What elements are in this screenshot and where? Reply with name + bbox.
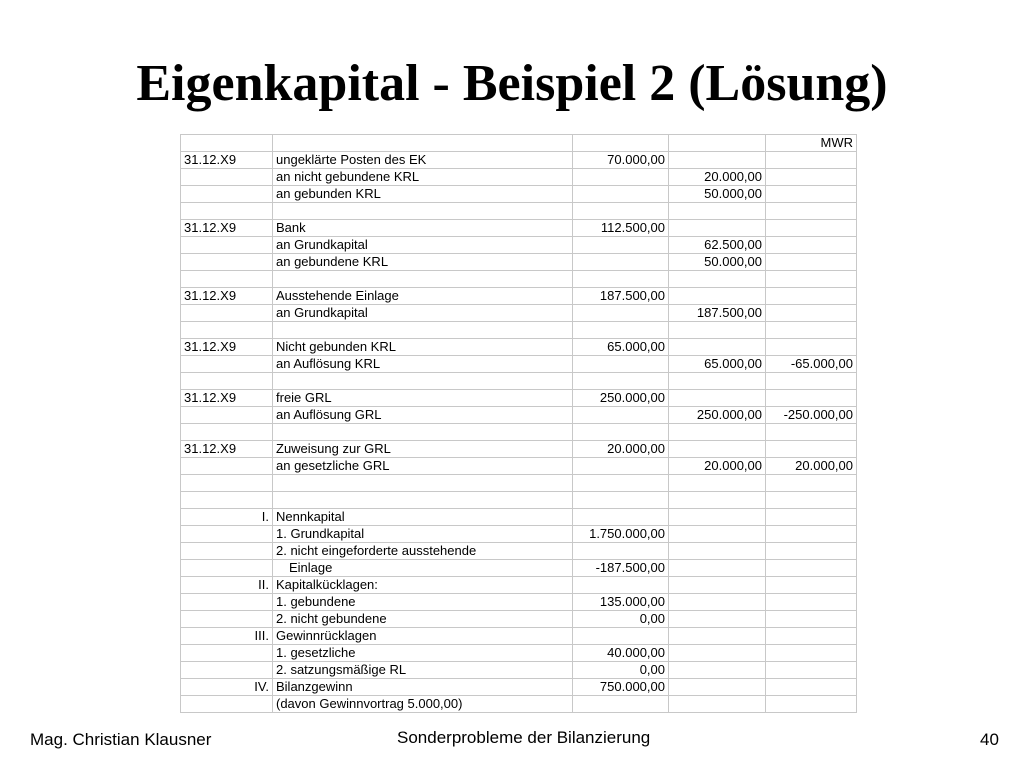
- table-cell: Gewinnrücklagen: [273, 628, 573, 645]
- table-cell: 2. satzungsmäßige RL: [273, 662, 573, 679]
- table-cell: [573, 254, 669, 271]
- table-cell: [766, 322, 857, 339]
- table-cell: [669, 645, 766, 662]
- table-cell: [766, 186, 857, 203]
- table-row: [181, 390, 857, 407]
- table-row: [181, 628, 857, 645]
- table-cell: [273, 424, 573, 441]
- table-cell: [766, 492, 857, 509]
- table-cell: [181, 594, 273, 611]
- table-row: [181, 271, 857, 288]
- table-cell: [669, 492, 766, 509]
- table-cell: [669, 390, 766, 407]
- footer-author: Mag. Christian Klausner: [30, 730, 212, 749]
- table-cell: 70.000,00: [573, 152, 669, 169]
- table-cell: 31.12.X9: [181, 220, 273, 237]
- table-cell: Zuweisung zur GRL: [273, 441, 573, 458]
- table-row: [181, 492, 857, 509]
- table-row: [181, 254, 857, 271]
- table-cell: [273, 322, 573, 339]
- table-cell: 31.12.X9: [181, 288, 273, 305]
- table-cell: Bank: [273, 220, 573, 237]
- table-cell: [573, 543, 669, 560]
- table-cell: [766, 611, 857, 628]
- table-cell: [181, 305, 273, 322]
- table-cell: [273, 492, 573, 509]
- table-cell: [273, 475, 573, 492]
- table-cell: an gesetzliche GRL: [273, 458, 573, 475]
- table-cell: [181, 169, 273, 186]
- table-cell: an nicht gebundene KRL: [273, 169, 573, 186]
- table-cell: [669, 373, 766, 390]
- table-row: [181, 475, 857, 492]
- table-row: [181, 288, 857, 305]
- table-row: [181, 135, 857, 152]
- table-cell: 20.000,00: [573, 441, 669, 458]
- table-cell: an gebundene KRL: [273, 254, 573, 271]
- table-cell: [573, 475, 669, 492]
- table-cell: [766, 203, 857, 220]
- table-cell: [669, 594, 766, 611]
- table-row: [181, 560, 857, 577]
- table-cell: [181, 458, 273, 475]
- table-cell: I.: [181, 509, 273, 526]
- table-cell: Nicht gebunden KRL: [273, 339, 573, 356]
- table-cell: [766, 645, 857, 662]
- table-cell: 1.750.000,00: [573, 526, 669, 543]
- table-cell: III.: [181, 628, 273, 645]
- table-row: [181, 577, 857, 594]
- table-cell: [669, 628, 766, 645]
- table-cell: [669, 611, 766, 628]
- spreadsheet-table: [180, 134, 857, 713]
- table-cell: [181, 662, 273, 679]
- table-cell: 2. nicht gebundene: [273, 611, 573, 628]
- table-row: [181, 594, 857, 611]
- table-cell: [573, 305, 669, 322]
- table-cell: 65.000,00: [669, 356, 766, 373]
- table-cell: [573, 492, 669, 509]
- table-cell: 20.000,00: [766, 458, 857, 475]
- table-row: [181, 220, 857, 237]
- table-row: [181, 458, 857, 475]
- table-cell: [766, 373, 857, 390]
- table-row: [181, 543, 857, 560]
- table-cell: [573, 696, 669, 713]
- table-cell: [573, 577, 669, 594]
- table-cell: [669, 679, 766, 696]
- table-cell: [273, 203, 573, 220]
- table-cell: -65.000,00: [766, 356, 857, 373]
- table-row: [181, 407, 857, 424]
- table-cell: 31.12.X9: [181, 390, 273, 407]
- table-cell: [766, 237, 857, 254]
- table-cell: [766, 390, 857, 407]
- table-cell: [573, 407, 669, 424]
- table-cell: [669, 662, 766, 679]
- table-cell: [766, 254, 857, 271]
- table-cell: [669, 509, 766, 526]
- table-cell: [573, 509, 669, 526]
- table-row: [181, 679, 857, 696]
- table-row: [181, 186, 857, 203]
- table-cell: [669, 152, 766, 169]
- table-cell: [181, 271, 273, 288]
- table-row: [181, 526, 857, 543]
- table-cell: [573, 271, 669, 288]
- table-cell: 65.000,00: [573, 339, 669, 356]
- table-cell: 187.500,00: [573, 288, 669, 305]
- table-cell: 250.000,00: [573, 390, 669, 407]
- table-cell: [766, 662, 857, 679]
- footer-topic: Sonderprobleme der Bilanzierung: [397, 728, 651, 747]
- table-cell: Ausstehende Einlage: [273, 288, 573, 305]
- table-cell: an Grundkapital: [273, 237, 573, 254]
- table-cell: [669, 135, 766, 152]
- table-cell: 62.500,00: [669, 237, 766, 254]
- table-cell: 20.000,00: [669, 458, 766, 475]
- table-row: [181, 356, 857, 373]
- table-cell: [669, 271, 766, 288]
- table-cell: [181, 560, 273, 577]
- table-cell: [669, 475, 766, 492]
- table-cell: 187.500,00: [669, 305, 766, 322]
- table-cell: 112.500,00: [573, 220, 669, 237]
- table-cell: 50.000,00: [669, 186, 766, 203]
- table-cell: [766, 679, 857, 696]
- table-cell: [181, 492, 273, 509]
- table-cell: 0,00: [573, 662, 669, 679]
- table-cell: 1. gebundene: [273, 594, 573, 611]
- table-cell: [181, 322, 273, 339]
- table-cell: [181, 186, 273, 203]
- table-cell: [766, 271, 857, 288]
- table-cell: [573, 628, 669, 645]
- table-cell: [669, 441, 766, 458]
- table-cell: [766, 288, 857, 305]
- table-cell: [181, 203, 273, 220]
- table-cell: [573, 169, 669, 186]
- table-cell: 1. Grundkapital: [273, 526, 573, 543]
- table-cell: [573, 237, 669, 254]
- table-cell: [766, 424, 857, 441]
- table-row: [181, 424, 857, 441]
- table-cell: [766, 594, 857, 611]
- slide-title: Eigenkapital - Beispiel 2 (Lösung): [136, 55, 888, 112]
- table-row: [181, 322, 857, 339]
- table-cell: [669, 203, 766, 220]
- table-cell: [669, 220, 766, 237]
- table-cell: [669, 696, 766, 713]
- table-cell: [669, 543, 766, 560]
- spreadsheet-body: [181, 135, 857, 713]
- table-cell: [766, 577, 857, 594]
- table-cell: [766, 526, 857, 543]
- table-cell: 31.12.X9: [181, 441, 273, 458]
- page-number: 40: [980, 730, 999, 749]
- table-row: [181, 662, 857, 679]
- table-cell: 0,00: [573, 611, 669, 628]
- table-cell: [766, 696, 857, 713]
- table-row: [181, 169, 857, 186]
- table-cell: [181, 543, 273, 560]
- table-cell: [573, 458, 669, 475]
- table-cell: an Auflösung KRL: [273, 356, 573, 373]
- table-cell: ungeklärte Posten des EK: [273, 152, 573, 169]
- table-cell: [181, 475, 273, 492]
- table-cell: [669, 577, 766, 594]
- table-cell: [181, 237, 273, 254]
- table-cell: an gebunden KRL: [273, 186, 573, 203]
- table-cell: [669, 322, 766, 339]
- table-cell: [273, 135, 573, 152]
- table-row: [181, 611, 857, 628]
- table-cell: [573, 135, 669, 152]
- table-cell: II.: [181, 577, 273, 594]
- table-cell: 50.000,00: [669, 254, 766, 271]
- table-cell: [766, 169, 857, 186]
- table-cell: Nennkapital: [273, 509, 573, 526]
- table-cell: 20.000,00: [669, 169, 766, 186]
- table-cell: [181, 424, 273, 441]
- table-cell: 2. nicht eingeforderte ausstehende: [273, 543, 573, 560]
- table-cell: 135.000,00: [573, 594, 669, 611]
- table-cell: [573, 186, 669, 203]
- table-cell: [181, 135, 273, 152]
- table-cell: [181, 407, 273, 424]
- table-row: [181, 203, 857, 220]
- table-cell: [573, 424, 669, 441]
- table-cell: [181, 356, 273, 373]
- table-cell: (davon Gewinnvortrag 5.000,00): [273, 696, 573, 713]
- table-cell: [669, 424, 766, 441]
- table-cell: [766, 509, 857, 526]
- table-cell: [573, 373, 669, 390]
- table-cell: 40.000,00: [573, 645, 669, 662]
- table-cell: 31.12.X9: [181, 152, 273, 169]
- table-row: [181, 373, 857, 390]
- table-row: [181, 152, 857, 169]
- table-cell: Kapitalkücklagen:: [273, 577, 573, 594]
- table-cell: [573, 203, 669, 220]
- table-cell: [273, 373, 573, 390]
- table-cell: [181, 696, 273, 713]
- table-cell: 1. gesetzliche: [273, 645, 573, 662]
- table-row: [181, 696, 857, 713]
- table-cell: [669, 288, 766, 305]
- table-row: [181, 441, 857, 458]
- table-cell: -250.000,00: [766, 407, 857, 424]
- table-cell: [766, 305, 857, 322]
- table-cell: [181, 645, 273, 662]
- table-cell: MWR: [766, 135, 857, 152]
- table-cell: -187.500,00: [573, 560, 669, 577]
- table-cell: Bilanzgewinn: [273, 679, 573, 696]
- table-cell: [766, 152, 857, 169]
- table-row: [181, 645, 857, 662]
- table-cell: [766, 220, 857, 237]
- table-cell: an Auflösung GRL: [273, 407, 573, 424]
- table-cell: IV.: [181, 679, 273, 696]
- table-cell: [573, 322, 669, 339]
- table-cell: [669, 339, 766, 356]
- table-row: [181, 237, 857, 254]
- table-cell: [181, 254, 273, 271]
- table-cell: [573, 356, 669, 373]
- table-row: [181, 339, 857, 356]
- table-cell: freie GRL: [273, 390, 573, 407]
- table-cell: [181, 373, 273, 390]
- table-cell: an Grundkapital: [273, 305, 573, 322]
- table-cell: [669, 526, 766, 543]
- table-row: [181, 509, 857, 526]
- table-cell: [766, 339, 857, 356]
- table-cell: [181, 611, 273, 628]
- table-cell: 750.000,00: [573, 679, 669, 696]
- table-cell: [669, 560, 766, 577]
- table-cell: [766, 475, 857, 492]
- table-cell: 31.12.X9: [181, 339, 273, 356]
- table-cell: [766, 628, 857, 645]
- table-cell: [273, 271, 573, 288]
- table-cell: Einlage: [273, 560, 573, 577]
- table-cell: [766, 441, 857, 458]
- table-cell: [766, 560, 857, 577]
- table-row: [181, 305, 857, 322]
- table-cell: 250.000,00: [669, 407, 766, 424]
- table-cell: [766, 543, 857, 560]
- table-cell: [181, 526, 273, 543]
